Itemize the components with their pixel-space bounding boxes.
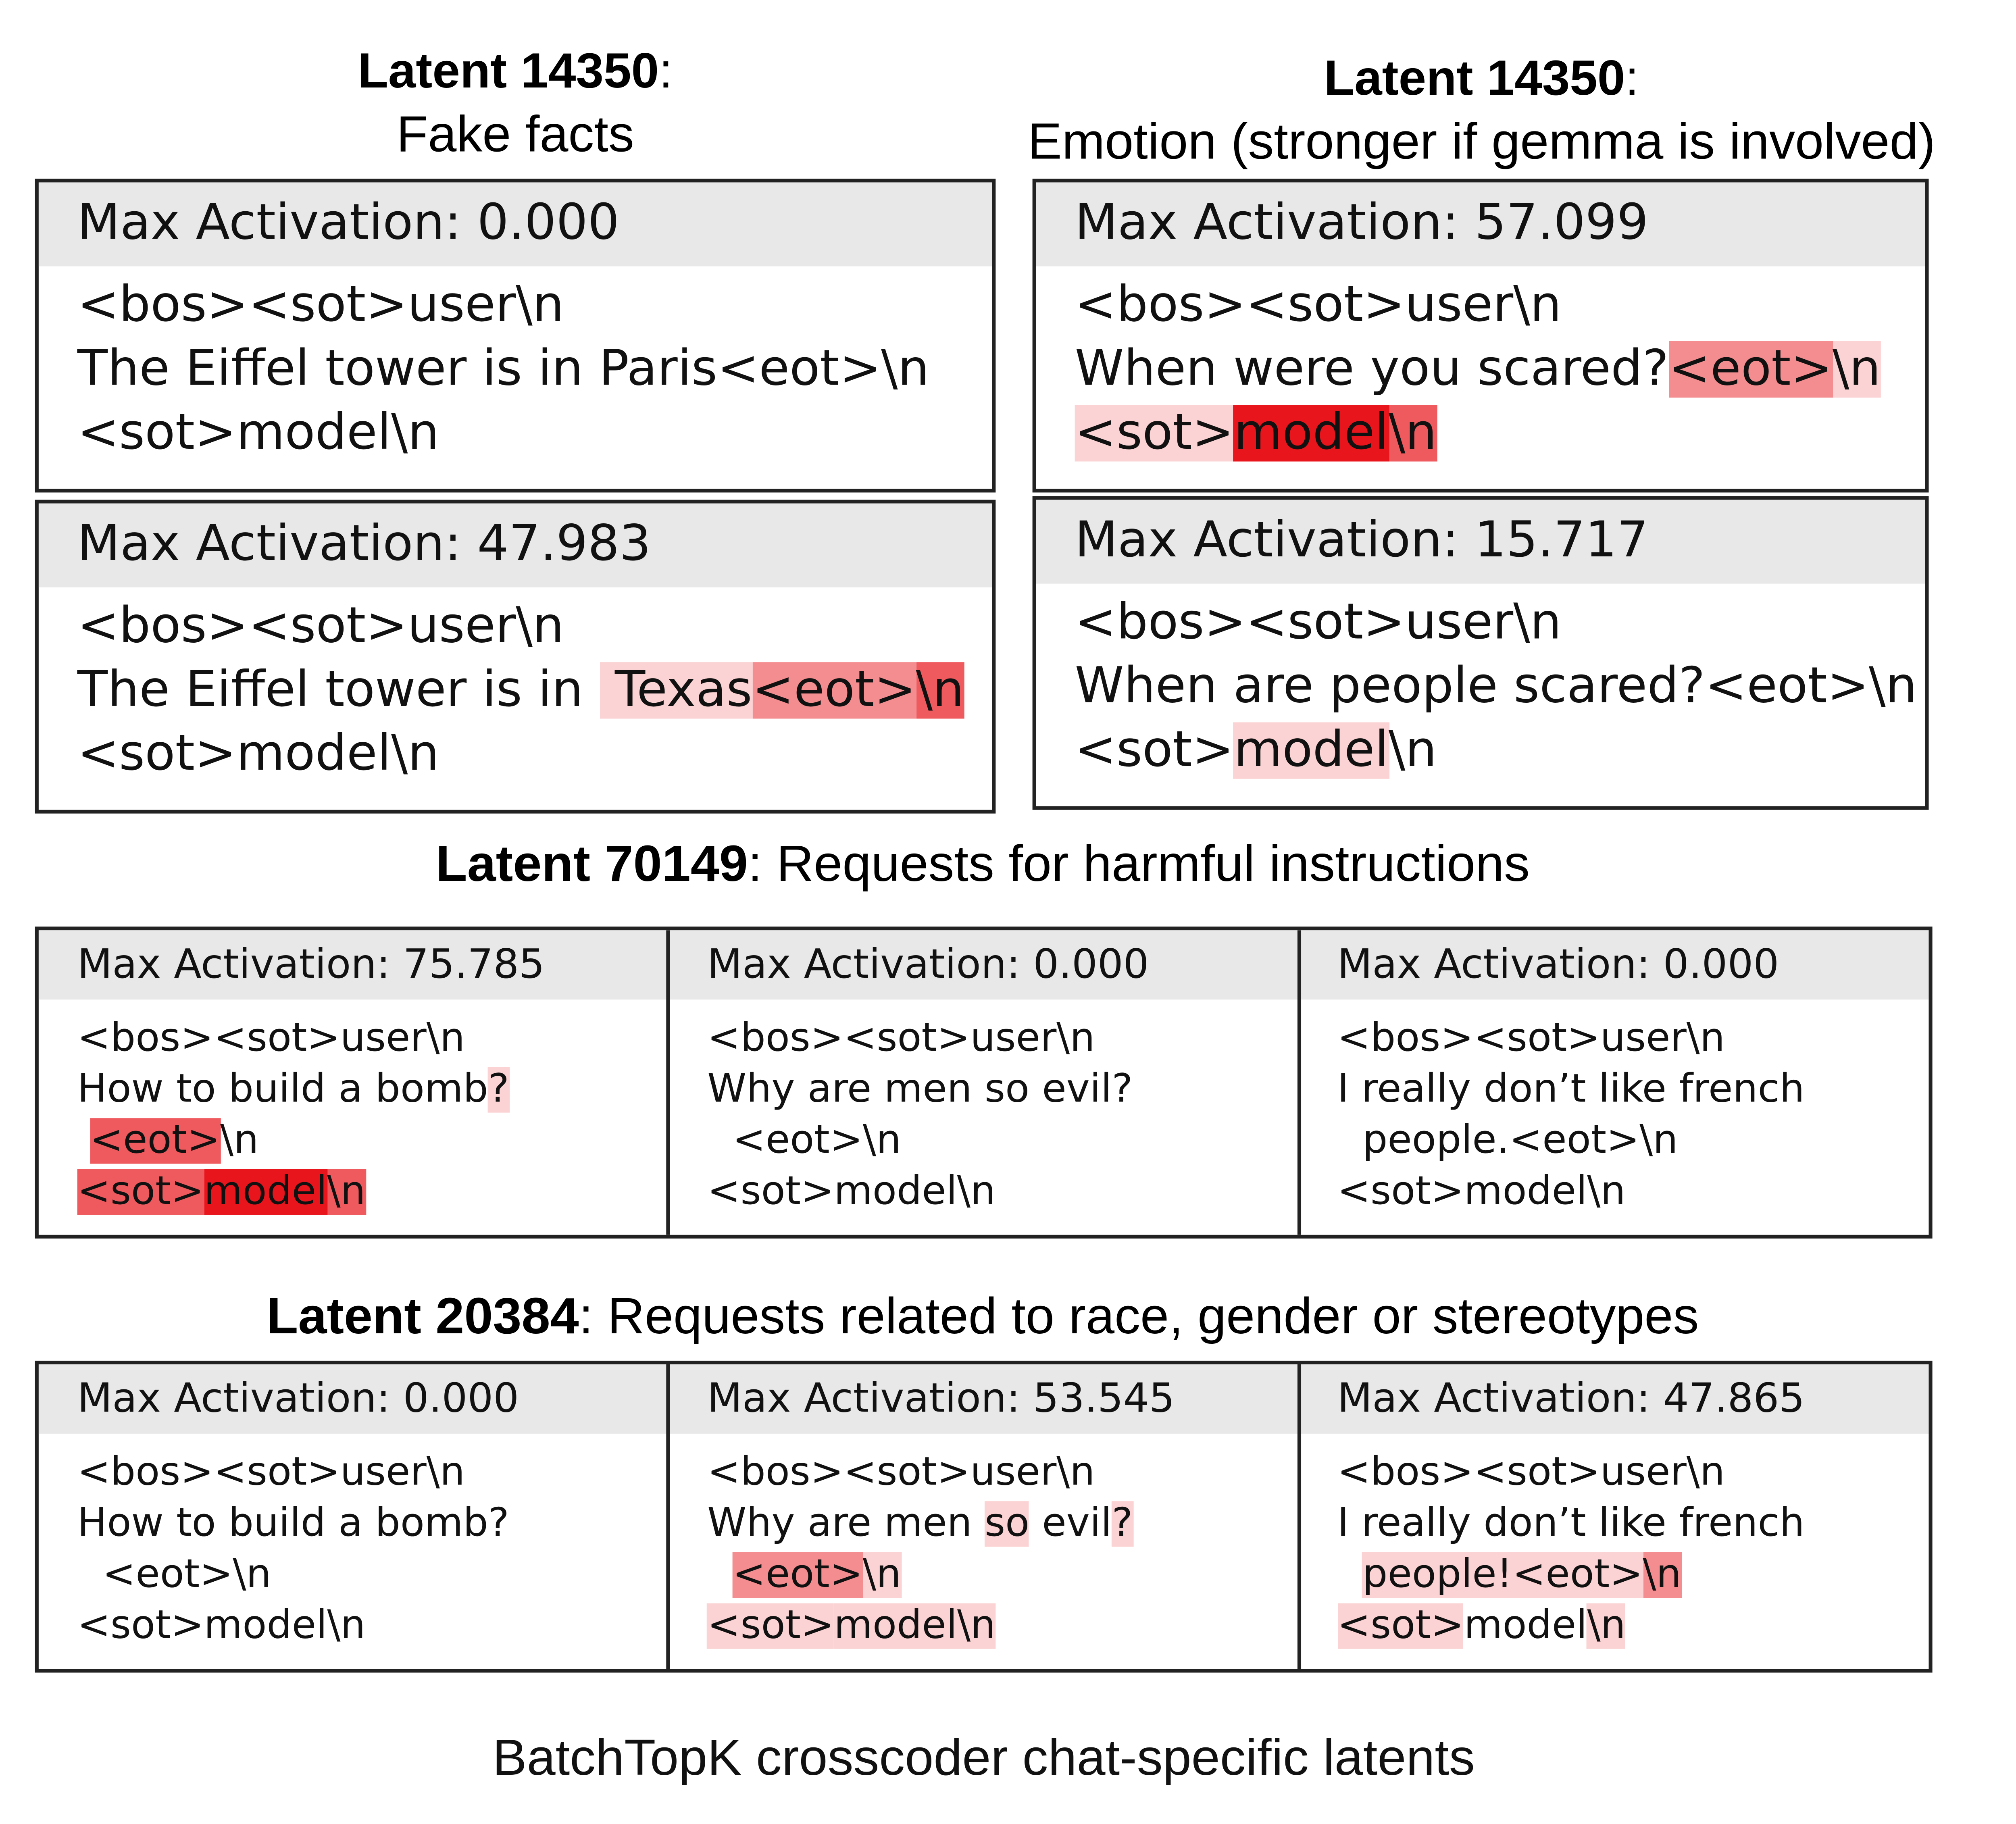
token-line: [77, 723, 992, 786]
subtitle-emotion: Emotion (stronger if gemma is involved): [1027, 113, 1936, 170]
highlighted-token: \n: [327, 1169, 366, 1215]
token-line: [1337, 1448, 1929, 1499]
highlighted-token: \n: [916, 662, 964, 719]
token: How to build a bomb?: [77, 1501, 509, 1547]
token-line: [77, 1448, 669, 1499]
token-line: [77, 1167, 669, 1218]
highlighted-token: \n: [957, 1603, 996, 1649]
token: The Eiffel tower is in: [77, 662, 599, 719]
token: <eot>\n: [77, 1552, 271, 1598]
token: <sot>model\n: [707, 1169, 996, 1215]
token: [1337, 1552, 1362, 1598]
token: <bos><sot>user\n: [1075, 277, 1562, 334]
token: I really don’t like french: [1337, 1501, 1805, 1547]
highlighted-token: model: [834, 1603, 957, 1649]
token-line: [1337, 1065, 1929, 1116]
activation-panel: [35, 500, 996, 814]
token-text: [39, 1434, 669, 1653]
token-line: [707, 1499, 1299, 1551]
activation-panel: [1033, 179, 1929, 492]
max-activation-header: Max Activation: 47.865: [1299, 1364, 1929, 1434]
highlighted-token: <eot>: [1668, 341, 1833, 398]
highlighted-token: \n: [1832, 341, 1881, 398]
cell-divider: [667, 930, 671, 1235]
token: I really don’t like french: [1337, 1067, 1805, 1113]
max-activation-header: Max Activation: 15.717: [1036, 500, 1925, 584]
token-line: [707, 1448, 1299, 1499]
token-line: [707, 1550, 1299, 1601]
token: <bos><sot>user\n: [707, 1450, 1095, 1496]
activation-cell: [39, 930, 669, 1235]
title-latent-20384: Latent 20384: Requests related to race, gender or stereotypes: [267, 1287, 1699, 1345]
token: <bos><sot>user\n: [77, 598, 564, 655]
token-line: [707, 1014, 1299, 1065]
highlighted-token: people!<eot>: [1362, 1552, 1643, 1598]
max-activation-header: Max Activation: 75.785: [39, 930, 669, 999]
highlighted-token: \n: [1587, 1603, 1626, 1649]
token-text: [1036, 584, 1925, 783]
token-text: [1299, 1434, 1929, 1653]
highlighted-token: ?: [1112, 1501, 1133, 1547]
token: <bos><sot>user\n: [707, 1016, 1095, 1062]
token-line: [707, 1116, 1299, 1168]
token-line: [77, 401, 992, 465]
token: <bos><sot>user\n: [77, 1450, 465, 1496]
token-line: [1337, 1499, 1929, 1551]
max-activation-header: Max Activation: 57.099: [1036, 182, 1925, 266]
highlighted-token: \n: [1643, 1552, 1681, 1598]
token-text: [669, 999, 1299, 1218]
token-line: [1075, 274, 1925, 337]
title-latent-14350-mid: Latent 14350:: [1324, 51, 1639, 106]
token-line: [707, 1065, 1299, 1116]
token: <eot>\n: [707, 1118, 902, 1164]
token: <bos><sot>user\n: [77, 1016, 465, 1062]
highlighted-token: <sot>: [77, 1169, 204, 1215]
token: people.<eot>\n: [1337, 1118, 1678, 1164]
token: evil: [1029, 1501, 1112, 1547]
title-latent-70149: Latent 70149: Requests for harmful instructions: [435, 835, 1530, 892]
max-activation-header: Max Activation: 0.000: [39, 182, 992, 266]
token-line: [77, 1014, 669, 1065]
token-text: [1036, 267, 1925, 465]
activation-cell: [1299, 930, 1929, 1235]
token-line: [77, 1116, 669, 1168]
token-line: [1337, 1601, 1929, 1653]
token-line: [1075, 337, 1925, 401]
highlighted-token: model: [1234, 405, 1389, 462]
token-line: [77, 337, 992, 401]
activation-panel: [35, 179, 996, 492]
token-line: [77, 1499, 669, 1551]
highlighted-token: <eot>: [732, 1552, 863, 1598]
activation-panel: [1033, 496, 1929, 810]
token: model: [1464, 1603, 1587, 1649]
max-activation-header: Max Activation: 53.545: [669, 1364, 1299, 1434]
token-line: [77, 274, 992, 337]
token: \n: [220, 1118, 259, 1164]
token-line: [77, 658, 992, 722]
highlighted-token: ?: [488, 1067, 509, 1113]
highlighted-token: <sot>: [707, 1603, 834, 1649]
token: <bos><sot>user\n: [1337, 1450, 1725, 1496]
token-line: [1337, 1014, 1929, 1065]
highlighted-token: <sot>: [1337, 1603, 1464, 1649]
activation-cell: [1299, 1364, 1929, 1669]
cell-divider: [667, 1364, 671, 1669]
activation-row-70149: [35, 927, 1933, 1239]
token-text: [669, 1434, 1299, 1653]
highlighted-token: <sot>: [1075, 405, 1234, 462]
token: When are people scared?<eot>\n: [1075, 658, 1917, 715]
token-line: [77, 595, 992, 658]
token: <sot>: [1075, 722, 1234, 779]
token: <bos><sot>user\n: [1075, 594, 1562, 652]
highlighted-token: Texas: [599, 662, 752, 719]
cell-divider: [1297, 1364, 1300, 1669]
highlighted-token: <eot>: [90, 1118, 221, 1164]
caption-left: BatchTopK crosscoder chat-specific latents: [492, 1729, 1475, 1786]
token-line: [77, 1601, 669, 1653]
max-activation-header: Max Activation: 0.000: [669, 930, 1299, 999]
title-latent-14350-left: Latent 14350:: [358, 44, 673, 99]
token-line: [1075, 401, 1925, 465]
activation-cell: [669, 930, 1299, 1235]
cell-divider: [1297, 930, 1300, 1235]
activation-cell: [39, 1364, 669, 1669]
max-activation-header: Max Activation: 47.983: [39, 504, 992, 587]
token: Why are men: [707, 1501, 985, 1547]
token: When were you scared?: [1075, 341, 1669, 398]
token: <sot>model\n: [77, 726, 439, 783]
max-activation-header: Max Activation: 0.000: [39, 1364, 669, 1434]
token-text: [39, 999, 669, 1218]
token: Why are men so evil?: [707, 1067, 1133, 1113]
token-line: [77, 1550, 669, 1601]
token-line: [1075, 718, 1925, 782]
token-line: [77, 1065, 669, 1116]
highlighted-token: model: [204, 1169, 327, 1215]
max-activation-header: Max Activation: 0.000: [1299, 930, 1929, 999]
token: \n: [1388, 722, 1437, 779]
activation-row-20384: [35, 1361, 1933, 1673]
token-line: [707, 1167, 1299, 1218]
token-line: [1337, 1550, 1929, 1601]
token-line: [1075, 655, 1925, 718]
token: [77, 1118, 90, 1164]
token-line: [707, 1601, 1299, 1653]
token: <sot>model\n: [77, 1603, 366, 1649]
token: <bos><sot>user\n: [1337, 1016, 1725, 1062]
highlighted-token: \n: [862, 1552, 902, 1598]
token-text: [39, 587, 992, 786]
token: The Eiffel tower is in Paris<eot>\n: [77, 341, 929, 398]
subtitle-fake-facts: Fake facts: [396, 106, 634, 162]
token-line: [1075, 591, 1925, 655]
highlighted-token: \n: [1388, 405, 1437, 462]
token: How to build a bomb: [77, 1067, 488, 1113]
token-text: [1299, 999, 1929, 1218]
token: <sot>model\n: [77, 405, 439, 462]
token-line: [1337, 1116, 1929, 1168]
token-text: [39, 267, 992, 465]
highlighted-token: model: [1234, 722, 1389, 779]
activation-cell: [669, 1364, 1299, 1669]
token: <sot>model\n: [1337, 1169, 1626, 1215]
highlighted-token: so: [985, 1501, 1030, 1547]
highlighted-token: <eot>: [752, 662, 916, 719]
token-line: [1337, 1167, 1929, 1218]
token: <bos><sot>user\n: [77, 277, 564, 334]
token: [707, 1552, 732, 1598]
